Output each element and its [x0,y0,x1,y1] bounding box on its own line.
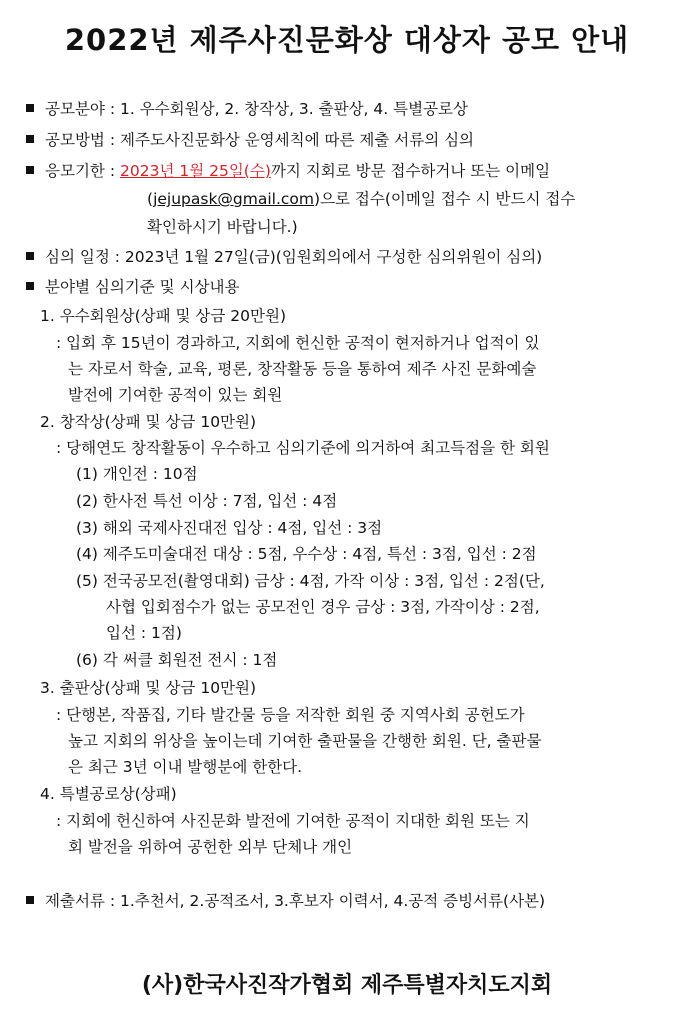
section-heading-creation: 2. 창작상(상패 및 상금 10만원) [40,413,257,431]
deadline-date: 2023년 1월 25일(수) [120,162,271,180]
category-text: : 1. 우수회원상, 2. 창작상, 3. 출판상, 4. 특별공로상 [109,100,468,118]
documents-text: 제출서류 : 1.추천서, 2.공적조서, 3.후보자 이력서, 4.공적 증빙서류(사본) [45,892,546,910]
email-link[interactable]: jejupask@gmail.com [153,190,315,208]
criteria-text: 분야별 심의기준 및 시상내용 [45,278,240,296]
deadline-rest2: )으로 접수(이메일 접수 시 반드시 접수 [314,190,576,208]
bullet-marker-icon [26,252,34,260]
category-label: 공모분야 [45,100,105,118]
section-line: : 당해연도 창작활동이 우수하고 심의기준에 의거하여 최고득점을 한 회원 [56,439,550,457]
section-line: : 지회에 헌신하여 사진문화 발전에 기여한 공적이 지대한 회원 또는 지 [56,812,530,830]
section-line: 회 발전을 위하여 공헌한 외부 단체나 개인 [68,838,353,856]
bullet-marker-icon [26,282,34,290]
criteria-item: (5) 전국공모전(촬영대회) 금상 : 4점, 가작 이상 : 3점, 입선 : 2점(단, [76,572,545,590]
bullet-criteria [26,274,239,300]
section-line: 발전에 기여한 공적이 있는 회원 [68,386,283,404]
criteria-item-continued: 사협 입회점수가 없는 공모전인 경우 금상 : 3점, 가작이상 : 2점, [106,598,540,616]
criteria-item-continued: 입선 : 1점) [106,624,182,642]
deadline-label: 응모기한 [45,162,105,180]
bullet-marker-icon [26,135,34,143]
deadline-line3: 확인하시기 바랍니다.) [147,218,298,236]
method-text: : 제주도사진문화상 운영세칙에 따른 제출 서류의 심의 [109,131,475,149]
section-line: : 단행본, 작품집, 기타 발간물 등을 저작한 회원 중 지역사회 공헌도가 [56,706,525,724]
bullet-deadline [26,158,550,184]
deadline-line2 [147,186,575,212]
page-title: 2022년 제주사진문화상 대상자 공모 안내 [64,23,630,57]
criteria-item: (1) 개인전 : 10점 [76,465,198,483]
criteria-item: (3) 해외 국제사진대전 입상 : 4점, 입선 : 3점 [76,519,383,537]
section-heading-publication: 3. 출판상(상패 및 상금 10만원) [40,679,257,697]
bullet-method [26,127,474,153]
deadline-colon: : [109,162,120,180]
section-line: 은 최근 3년 이내 발행분에 한한다. [68,758,303,776]
criteria-item: (4) 제주도미술대전 대상 : 5점, 우수상 : 4점, 특선 : 3점, 입선 : 2점 [76,545,537,563]
section-line: 높고 지회의 위상을 높이는데 기여한 출판물을 간행한 회원. 단, 출판물 [68,732,542,750]
bullet-documents [26,888,545,914]
section-line: : 입회 후 15년이 경과하고, 지회에 헌신한 공적이 현저하거나 업적이 있 [56,334,540,352]
bullet-marker-icon [26,896,34,904]
bullet-schedule [26,244,542,270]
criteria-item: (6) 각 써클 회원전 전시 : 1점 [76,651,278,669]
section-heading-special-merit: 4. 특별공로상(상패) [40,785,177,803]
bullet-marker-icon [26,166,34,174]
method-label: 공모방법 [45,131,105,149]
paren-open: ( [147,190,154,208]
bullet-marker-icon [26,104,34,112]
criteria-item: (2) 한사전 특선 이상 : 7점, 입선 : 4점 [76,492,338,510]
deadline-rest: 까지 지회로 방문 접수하거나 또는 이메일 [270,162,551,180]
schedule-text: 심의 일정 : 2023년 1월 27일(금)(임원회의에서 구성한 심의위원이 심의) [45,248,543,266]
section-line: 는 자로서 학술, 교육, 평론, 창작활동 등을 통하여 제주 사진 문화예술 [68,360,537,378]
section-heading-excellent-member: 1. 우수회원상(상패 및 상금 20만원) [40,307,286,325]
bullet-category [26,96,468,122]
organization-name: (사)한국사진작가협회 제주특별자치도지회 [141,973,553,998]
